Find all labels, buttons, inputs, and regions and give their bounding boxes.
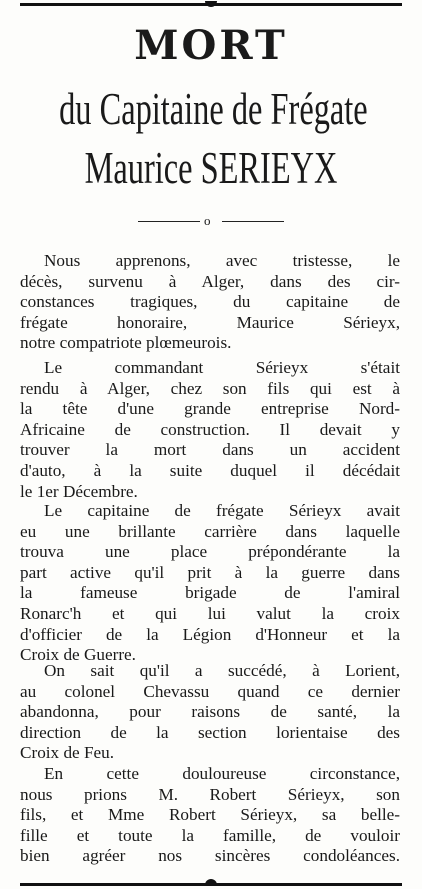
paragraph-2	[20, 358, 400, 502]
divider-line-left	[138, 221, 200, 222]
text-line: Le commandant Sérieyx s'était	[44, 358, 400, 377]
text-line: notre compatriote plœmeurois.	[20, 333, 232, 353]
bottom-rule	[20, 883, 402, 886]
text-line: Africaine de construction. Il devait y	[20, 419, 400, 439]
paragraph-5	[20, 764, 400, 867]
text-line: Ronarc'h et qui lui valut la croix	[20, 603, 400, 623]
text-line: On sait qu'il a succédé, à Lorient,	[44, 661, 400, 680]
text-line: trouva une place prépondérante la	[20, 542, 400, 562]
text-line: décès, survenu à Alger, dans des cir-	[20, 271, 400, 291]
headline-mort: MORT	[134, 22, 288, 69]
text-line: frégate honoraire, Maurice Sérieyx,	[20, 312, 400, 332]
text-line: d'auto, à la suite duquel il décédait	[20, 460, 400, 480]
text-line: la tête d'une grande entreprise Nord-	[20, 399, 400, 419]
text-line: nous prions M. Robert Sérieyx, son	[20, 784, 400, 804]
paragraph-3	[20, 501, 400, 666]
section-divider	[138, 213, 284, 229]
text-line: d'officier de la Légion d'Honneur et la	[20, 624, 400, 644]
text-line: trouver la mort dans un accident	[20, 440, 400, 460]
text-line: part active qu'il prit à la guerre dans	[20, 562, 400, 582]
text-line: Le capitaine de frégate Sérieyx avait	[44, 501, 400, 520]
text-line: bien agréer nos sincères condoléances.	[20, 846, 400, 866]
text-line: constances tragiques, du capitaine de	[20, 292, 400, 312]
headline-name: Maurice SERIEYX	[84, 143, 338, 193]
text-line: eu une brillante carrière dans laquelle	[20, 521, 400, 541]
headline-subtitle: du Capitaine de Frégate	[59, 84, 368, 134]
text-line: la fameuse brigade de l'amiral	[20, 583, 400, 603]
divider-ornament: o	[204, 213, 211, 228]
text-line: le 1er Décembre.	[20, 481, 138, 501]
bottom-rule-ornament	[205, 879, 217, 886]
text-line: Nous apprenons, avec tristesse, le	[44, 251, 400, 270]
text-line: direction de la section lorientaise des	[20, 722, 400, 742]
top-rule-ornament	[205, 1, 217, 7]
text-line: Croix de Guerre.	[20, 645, 136, 665]
text-line: au colonel Chevassu quand ce dernier	[20, 681, 400, 701]
paragraph-4	[20, 661, 400, 764]
text-line: En cette douloureuse circonstance,	[44, 764, 400, 783]
text-line: rendu à Alger, chez son fils qui est à	[20, 378, 400, 398]
text-line: fille et toute la famille, de vouloir	[20, 825, 400, 845]
text-line: abandonna, pour raisons de santé, la	[20, 702, 400, 722]
divider-line-right	[222, 221, 284, 222]
text-line: Croix de Feu.	[20, 743, 115, 763]
text-line: fils, et Mme Robert Sérieyx, sa belle-	[20, 805, 400, 825]
top-rule	[20, 3, 402, 6]
paragraph-1	[20, 251, 400, 354]
